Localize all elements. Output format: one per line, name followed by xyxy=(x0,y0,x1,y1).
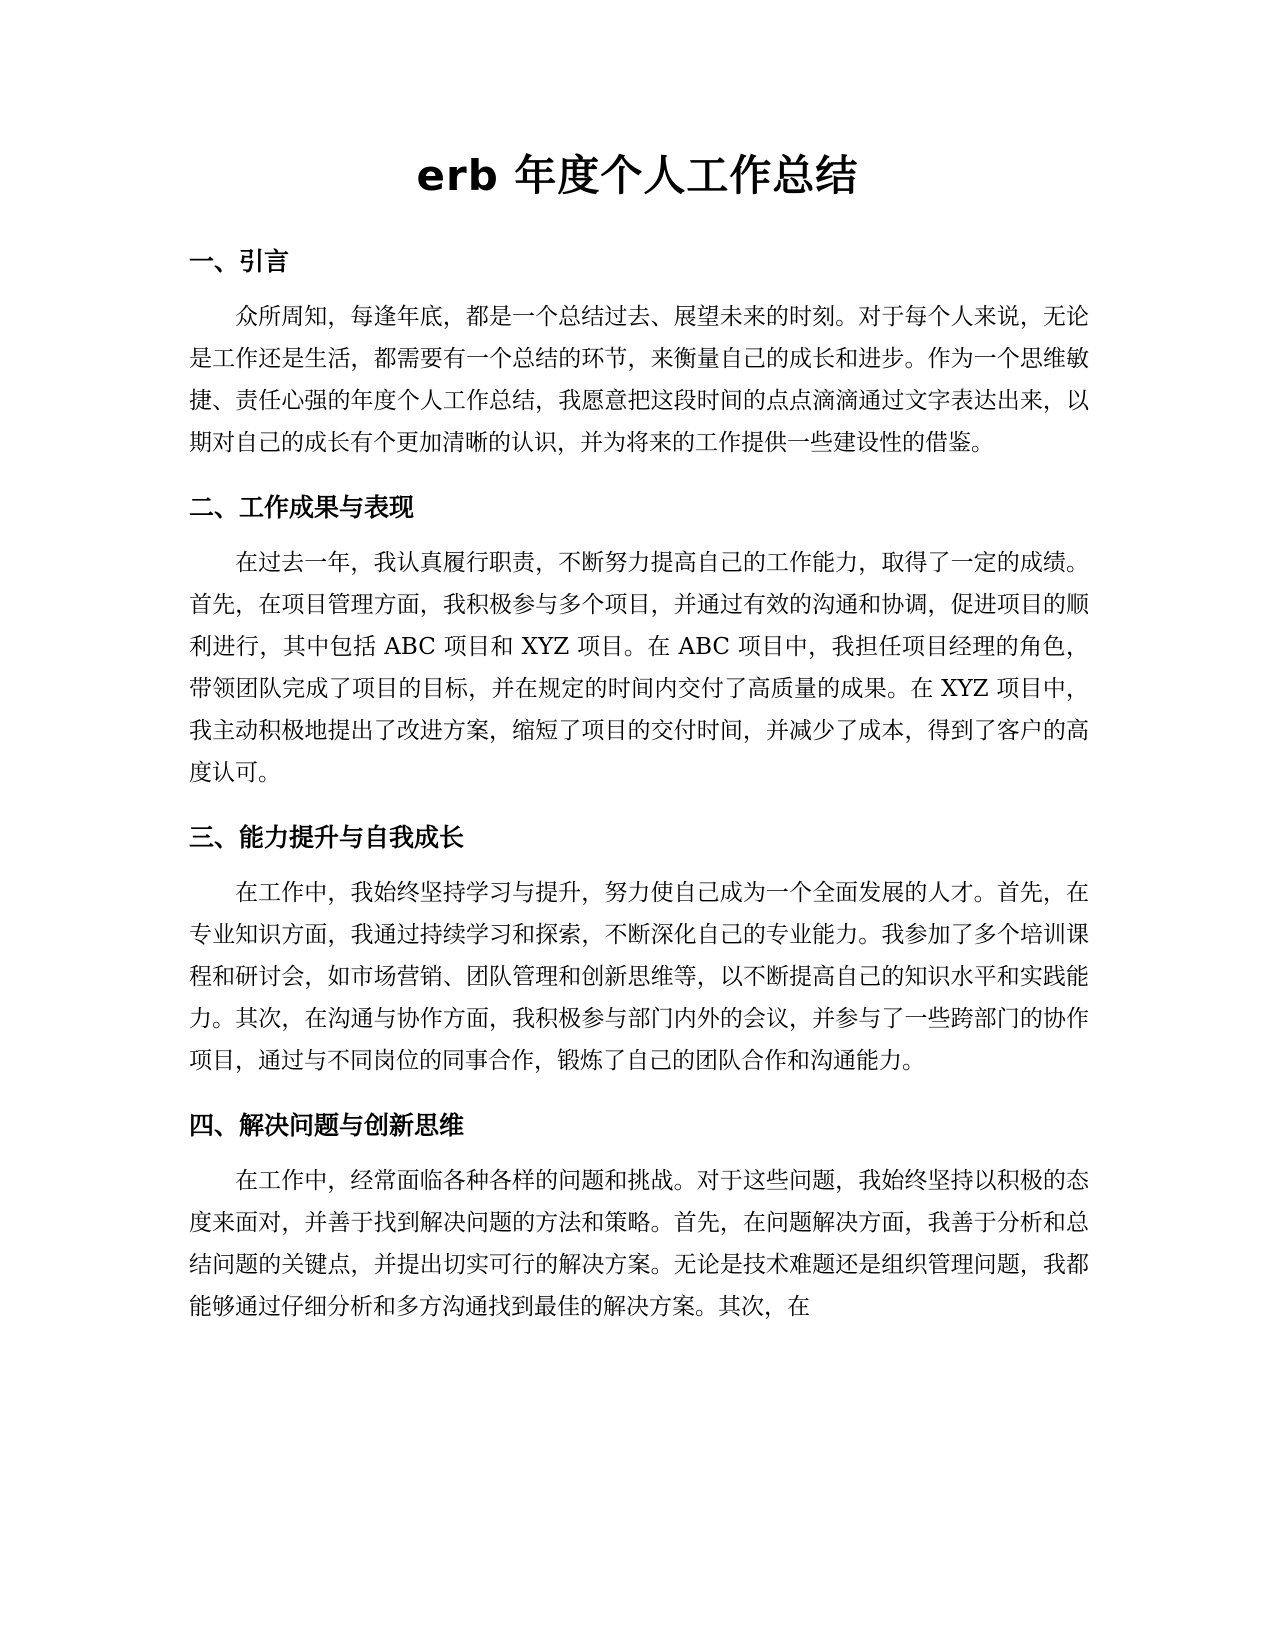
section-work-results xyxy=(189,490,1089,794)
section-paragraph: 众所周知，每逢年底，都是一个总结过去、展望未来的时刻。对于每个人来说，无论是工作还是生活，都需要有一个总结的环节，来衡量自己的成长和进步。作为一个思维敏捷、责任心强的年度个人工作总结，我愿意把这段时间的点点滴滴通过文字表达出来，以期对自己的成长有个更加清晰的认识，并为将来的工作提供一些建设性的借鉴。 xyxy=(189,304,1089,456)
document-body xyxy=(189,244,1089,1354)
section-paragraph: 在工作中，我始终坚持学习与提升，努力使自己成为一个全面发展的人才。首先，在专业知识方面，我通过持续学习和探索，不断深化自己的专业能力。我参加了多个培训课程和研讨会，如市场营销、团队管理和创新思维等，以不断提高自己的知识水平和实践能力。其次，在沟通与协作方面，我积极参与部门内外的会议，并参与了一些跨部门的协作项目，通过与不同岗位的同事合作，锻炼了自己的团队合作和沟通能力。 xyxy=(189,880,1089,1074)
section-paragraph: 在工作中，经常面临各种各样的问题和挑战。对于这些问题，我始终坚持以积极的态度来面对，并善于找到解决问题的方法和策略。首先，在问题解决方面，我善于分析和总结问题的关键点，并提出切实可行的解决方案。无论是技术难题还是组织管理问题，我都能够通过仔细分析和多方沟通找到最佳的解决方案。其次，在 xyxy=(189,1168,1089,1320)
section-problem-solving xyxy=(189,1108,1089,1328)
section-introduction xyxy=(189,244,1089,464)
document-title: erb 年度个人工作总结 xyxy=(416,151,859,200)
section-heading: 四、解决问题与创新思维 xyxy=(189,1111,465,1140)
section-heading: 二、工作成果与表现 xyxy=(189,493,415,522)
section-heading: 一、引言 xyxy=(189,247,290,276)
section-self-growth xyxy=(189,820,1089,1082)
section-paragraph: 在过去一年，我认真履行职责，不断努力提高自己的工作能力，取得了一定的成绩。首先，在项目管理方面，我积极参与多个项目，并通过有效的沟通和协调，促进项目的顺利进行，其中包括 ABC 项目和 XYZ 项目。在 ABC 项目中，我担任项目经理的角色，带领团队完成了项目的目标，并在规定的时间内交付了高质量的成果。在 XYZ 项目中，我主动积极地提出了改进方案，缩短了项目的交付时间，并减少了成本，得到了客户的高度认可。 xyxy=(189,550,1089,786)
section-heading: 三、能力提升与自我成长 xyxy=(189,823,465,852)
